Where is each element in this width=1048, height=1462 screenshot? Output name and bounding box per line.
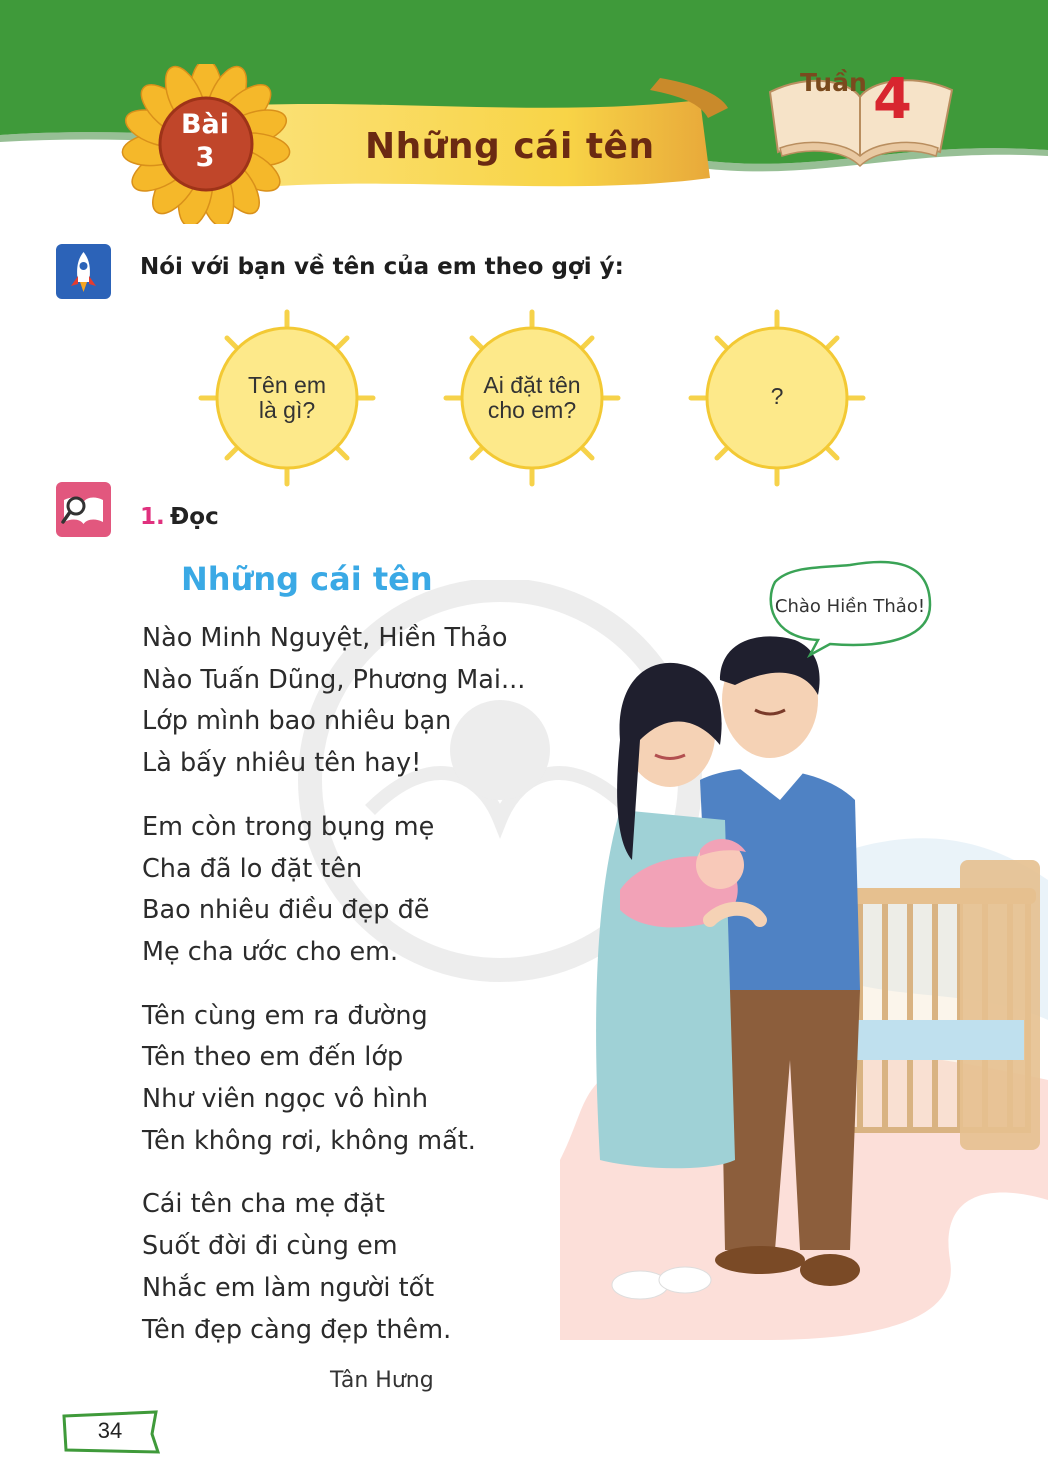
poem-line: Lớp mình bao nhiêu bạn	[142, 706, 452, 737]
speech-bubble-text: Chào Hiền Thảo!	[774, 596, 926, 617]
poem	[142, 618, 602, 1373]
rocket-icon	[56, 244, 111, 299]
sun-prompt-2-text: Ai đặt tên cho em?	[483, 372, 581, 423]
poem-line: Tên theo em đến lớp	[142, 1042, 404, 1073]
lesson-label: Bài	[180, 109, 230, 140]
poem-line: Em còn trong bụng mẹ	[142, 811, 435, 842]
poem-line: Cái tên cha mẹ đặt	[142, 1189, 385, 1220]
read-section-number: 1.	[140, 504, 165, 530]
week-number: 4	[873, 67, 912, 132]
lesson-badge	[160, 108, 250, 174]
sun-prompt-1-text: Tên em là gì?	[248, 372, 326, 423]
family-illustration	[560, 560, 1048, 1340]
poem-line: Nào Tuấn Dũng, Phương Mai...	[142, 664, 526, 695]
poem-line: Là bấy nhiêu tên hay!	[142, 748, 422, 779]
poem-stanza	[142, 618, 602, 785]
poem-title: Những cái tên	[181, 560, 433, 598]
read-section-label: Đọc	[170, 504, 219, 530]
lesson-title: Những cái tên	[365, 126, 655, 167]
poem-line: Bao nhiêu điều đẹp đẽ	[142, 895, 430, 926]
sun-prompt-3-text: ?	[770, 383, 784, 409]
poem-line: Tên cùng em ra đường	[142, 1000, 428, 1031]
week-label: Tuần	[800, 68, 867, 97]
poem-line: Tên đẹp càng đẹp thêm.	[142, 1314, 452, 1345]
poem-line: Nhắc em làm người tốt	[142, 1272, 435, 1303]
speak-instruction: Nói với bạn về tên của em theo gợi ý:	[140, 254, 624, 280]
poem-line: Như viên ngọc vô hình	[142, 1084, 429, 1115]
poem-stanza	[142, 1184, 602, 1351]
poem-stanza	[142, 996, 602, 1163]
poem-stanza	[142, 807, 602, 974]
poem-author: Tân Hưng	[330, 1368, 434, 1393]
poem-line: Nào Minh Nguyệt, Hiền Thảo	[142, 623, 508, 653]
poem-line: Tên không rơi, không mất.	[142, 1125, 476, 1156]
magnifier-book-icon	[56, 482, 111, 537]
poem-line: Mẹ cha ước cho em.	[142, 936, 399, 967]
poem-line: Cha đã lo đặt tên	[142, 853, 363, 884]
lesson-number: 3	[195, 142, 215, 173]
page-number: 34	[97, 1418, 123, 1443]
poem-line: Suốt đời đi cùng em	[142, 1231, 398, 1262]
